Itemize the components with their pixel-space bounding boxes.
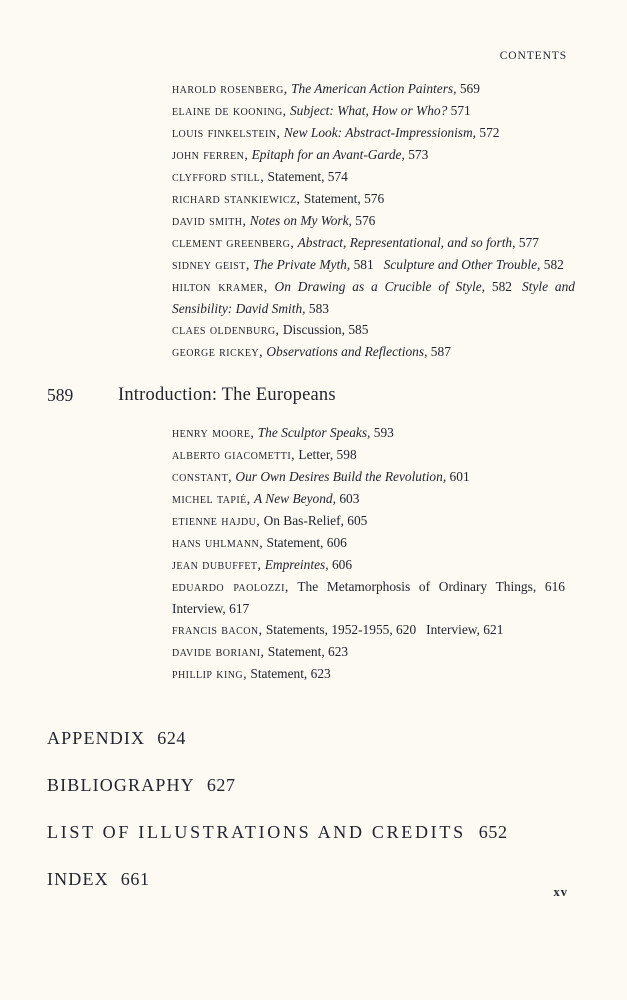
- entry-author: jean dubuffet,: [172, 558, 262, 573]
- entry-page: 573: [408, 147, 429, 162]
- entry-author: sidney geist,: [172, 258, 250, 273]
- entry-title: Statement,: [250, 666, 308, 681]
- toc-entry: [172, 422, 575, 444]
- entry-title: The Private Myth,: [253, 257, 351, 272]
- backmatter-label: INDEX: [47, 869, 109, 889]
- entry-title: Statement,: [267, 644, 325, 659]
- entry-page: 623: [310, 666, 331, 681]
- entry-page-secondary: 621: [483, 622, 504, 637]
- entry-page: 577: [518, 235, 539, 250]
- folio-page-number: xv: [553, 885, 568, 899]
- entry-page: 571: [450, 103, 471, 118]
- entry-author: clement greenberg,: [172, 236, 295, 251]
- toc-entry: [172, 144, 575, 166]
- toc-entry: [172, 576, 575, 619]
- entry-author: clyfford still,: [172, 170, 265, 185]
- toc-entry: [172, 488, 575, 510]
- toc-entry: [172, 554, 575, 576]
- backmatter-row: [47, 822, 575, 843]
- entry-page: 593: [373, 425, 394, 440]
- entry-page-secondary: 583: [308, 301, 329, 316]
- backmatter-page: 661: [120, 869, 150, 889]
- entry-author: george rickey,: [172, 345, 264, 360]
- entry-page: 574: [327, 169, 348, 184]
- entry-title: Discussion,: [282, 322, 345, 337]
- entry-title: Empreintes,: [264, 557, 329, 572]
- entry-author: davide boriani,: [172, 645, 265, 660]
- backmatter-label: APPENDIX: [47, 728, 146, 748]
- entry-author: harold rosenberg,: [172, 82, 288, 97]
- entry-page: 582: [491, 279, 512, 294]
- backmatter-page: 624: [157, 728, 187, 748]
- toc-entry: [172, 619, 575, 641]
- entry-page: 623: [328, 644, 349, 659]
- entry-page: 585: [348, 322, 369, 337]
- entry-author: david smith,: [172, 214, 247, 229]
- toc-entry: [172, 188, 575, 210]
- toc-entry: [172, 510, 575, 532]
- entry-title: Abstract, Representational, and so forth,: [297, 235, 516, 250]
- entry-title: On Bas-Relief,: [263, 513, 344, 528]
- backmatter-list: [47, 728, 575, 890]
- entry-page: 569: [459, 81, 480, 96]
- entry-page: 587: [430, 344, 451, 359]
- entry-title: The Sculptor Speaks,: [257, 425, 371, 440]
- entry-page: 598: [336, 447, 357, 462]
- entry-author: elaine de kooning,: [172, 104, 287, 119]
- entry-author: henry moore,: [172, 426, 255, 441]
- entry-title-secondary: Style and Sensibility: David Smith,: [172, 279, 575, 316]
- entry-page: 616: [544, 579, 565, 594]
- entry-page: 601: [449, 469, 470, 484]
- backmatter-row: [47, 869, 575, 890]
- toc-entry: [172, 466, 575, 488]
- entry-page: 576: [364, 191, 385, 206]
- entry-author: louis finkelstein,: [172, 126, 281, 141]
- toc-entry: [172, 663, 575, 685]
- entry-title: A New Beyond,: [254, 491, 336, 506]
- entry-title: New Look: Abstract-Impressionism,: [283, 125, 477, 140]
- entry-title-secondary: Sculpture and Other Trouble,: [383, 257, 541, 272]
- section-title: Introduction: The Europeans: [118, 385, 336, 405]
- entry-author: michel tapié,: [172, 492, 251, 507]
- entry-page-secondary: 582: [543, 257, 564, 272]
- entry-page: 605: [347, 513, 368, 528]
- toc-entry: [172, 532, 575, 554]
- entry-author: alberto giacometti,: [172, 448, 296, 463]
- entry-title: Observations and Reflections,: [266, 344, 428, 359]
- entry-author: constant,: [172, 470, 233, 485]
- entry-title: Subject: What, How or Who?: [289, 103, 448, 118]
- entry-author: phillip king,: [172, 667, 248, 682]
- backmatter-page: 627: [206, 775, 236, 795]
- toc-entry: [172, 341, 575, 363]
- entry-author: richard stankiewicz,: [172, 192, 301, 207]
- toc-entry: [172, 232, 575, 254]
- toc-entry: [172, 641, 575, 663]
- entry-author: john ferren,: [172, 148, 249, 163]
- entry-author: etienne hajdu,: [172, 514, 261, 529]
- entry-title: Epitaph for an Avant-Garde,: [251, 147, 405, 162]
- toc-entry: [172, 444, 575, 466]
- entry-group-europeans: [172, 422, 575, 685]
- entry-title-secondary: Interview,: [172, 601, 226, 616]
- entry-author: hans uhlmann,: [172, 536, 264, 551]
- backmatter-row: [47, 775, 575, 796]
- toc-entry: [172, 166, 575, 188]
- entry-page: 606: [326, 535, 347, 550]
- entry-title: Notes on My Work,: [249, 213, 352, 228]
- backmatter-label: BIBLIOGRAPHY: [47, 775, 195, 795]
- entry-author: claes oldenburg,: [172, 323, 280, 338]
- entry-title: The American Action Painters,: [291, 81, 457, 96]
- backmatter-label: LIST OF ILLUSTRATIONS AND CREDITS: [47, 822, 466, 842]
- entry-group-americans: [172, 78, 575, 363]
- backmatter-page: 652: [478, 822, 508, 842]
- entry-title-secondary: Interview,: [426, 622, 480, 637]
- entry-author: francis bacon,: [172, 623, 263, 638]
- toc-entry: [172, 276, 575, 319]
- section-heading-europeans: [47, 385, 575, 411]
- toc-entry: [172, 210, 575, 232]
- backmatter-row: [47, 728, 575, 749]
- entry-title: The Metamorphosis of Ordinary Things,: [297, 579, 537, 594]
- entry-page: 576: [355, 213, 376, 228]
- running-head: CONTENTS: [499, 50, 567, 62]
- entry-title: Letter,: [298, 447, 334, 462]
- section-page-number: 589: [47, 385, 74, 405]
- entry-page: 606: [331, 557, 353, 572]
- entry-title: Our Own Desires Build the Revolution,: [235, 469, 447, 484]
- contents-body: [47, 78, 575, 916]
- toc-entry: [172, 122, 575, 144]
- entry-page: 620: [396, 622, 417, 637]
- toc-entry: [172, 100, 575, 122]
- entry-page: 581: [353, 257, 374, 272]
- toc-entry: [172, 254, 575, 276]
- entry-page: 572: [479, 125, 500, 140]
- entry-title: Statement,: [267, 169, 325, 184]
- entry-title: Statements, 1952-1955,: [265, 622, 393, 637]
- toc-entry: [172, 319, 575, 341]
- entry-title: Statement,: [266, 535, 324, 550]
- entry-author: hilton kramer,: [172, 280, 268, 295]
- toc-entry: [172, 78, 575, 100]
- entry-page-secondary: 617: [229, 601, 250, 616]
- entry-title: Statement,: [303, 191, 361, 206]
- entry-title: On Drawing as a Crucible of Style,: [274, 279, 486, 294]
- entry-author: eduardo paolozzi,: [172, 580, 289, 595]
- entry-page: 603: [339, 491, 360, 506]
